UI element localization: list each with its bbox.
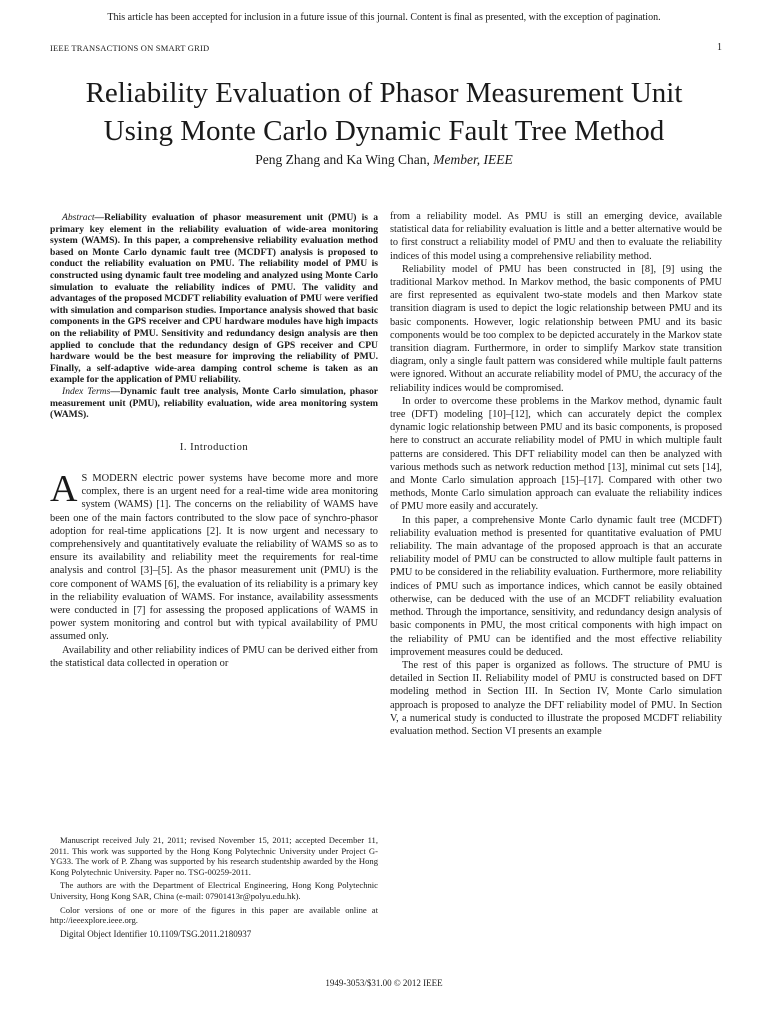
index-terms: [50, 386, 378, 421]
running-head: IEEE TRANSACTIONS ON SMART GRID: [50, 43, 210, 53]
abstract-label: Abstract: [62, 212, 95, 223]
right-paragraph-5: The rest of this paper is organized as follows. The structure of PMU is detailed in Section II. Reliability model of PMU is constructed based on DFT modeling method in Section III. In Section IV, Monte Carlo simulation approach is proposed to analyze the DFT reliability model of PMU. In Section V, a numerical study is conducted to illustrate the proposed MCDFT reliability evaluation method. Section VI presents an example: [390, 659, 722, 737]
footnote-authors: The authors are with the Department of Electrical Engineering, Hong Kong Polytechnic University, Hong Kong SAR, China (e-mail: 07901413r@polyu.edu.hk).: [50, 880, 378, 901]
section-heading-introduction: I. Introduction: [179, 441, 249, 453]
author-names: Peng Zhang and Ka Wing Chan,: [255, 152, 430, 167]
title-line-1: Reliability Evaluation of Phasor Measurement Unit: [85, 77, 683, 109]
paper-title: [0, 74, 768, 150]
left-column: [50, 212, 378, 670]
copyright-line: 1949-3053/$31.00 © 2012 IEEE: [325, 978, 443, 988]
right-paragraph-4: In this paper, a comprehensive Monte Carlo dynamic fault tree (MCDFT) reliability evaluation method is presented for quantitative evaluation of PMU reliability. The main advantage of the proposed approach is that an accurate reliability model of PMU can be constructed to allow multiple fault patterns in PMU to be considered in the reliability evaluation. Furthermore, more reliability indices of PMU such as importance indices, which cannot be easily obtained otherwise, can be deduced with the use of an MCDFT reliability evaluation method. Through the importance, sensitivity, and redundancy design analysis of basic components in PMU, the most critical components with high impact on the reliability of PMU can be identified and the most effective reliability improvement measures could be deduced.: [390, 514, 722, 658]
index-terms-label: Index Terms: [62, 385, 111, 397]
doi-line: Digital Object Identifier 10.1109/TSG.2011.2180937: [60, 928, 252, 939]
acceptance-notice: This article has been accepted for inclusion in a future issue of this journal. Content is final as presented, with the exception of pagination.: [107, 12, 661, 23]
intro-paragraph-1-text: S MODERN electric power systems have become more and more complex, there is an urgent need for a real-time wide area monitoring system (WAMS) [1]. The concerns on the reliability of WAMS have been one of the main factors contributed to the slow pace of synchro-phasor adoption for real-time applications [2]. It is now urgent and necessary to comprehensively and quantitatively evaluate the reliability of WAMS so as to ensure its availability and reliability meet the requirements for real-time analysis and control [3]–[5]. As the phasor measurement unit (PMU) is the core component of WAMS [6], the evaluation of its reliability is a primary key in the reliability evaluation of WAMS. For instance, availability assessments were conducted in [7] for assessing the proposed applications of WAMS in power system monitoring and control but with typical availability of PMU assumed only.: [50, 472, 378, 643]
right-column: [390, 210, 722, 738]
abstract-text: —Reliability evaluation of phasor measurement unit (PMU) is a primary key element in the reliability evaluation of wide-area monitoring system (WAMS). In this paper, a comprehensive reliability evaluation method based on Monte Carlo dynamic fault tree (MCDFT) analysis is proposed to conduct the reliability evaluation on PMU. The reliability model of PMU is constructed using dynamic fault tree modeling and analyzed using Monte Carlo simulation to evaluate the reliability indices of PMU. The validity and advantages of the proposed MCDFT reliability evaluation of PMU were verified with simulation and comparison studies. Importance analysis showed that basic components in the GPS receiver and CPU hardware modules have high impacts on the reliability of PMU. Sensitivity and redundancy design analysis are then applied to conclude that the redundancy design of GPS receiver and CPU hardware would be the best measure for improving the reliability of PMU. Finally, a self-adaptive wide-area damping control scheme is taken as an example for the application of PMU reliability.: [50, 212, 378, 386]
right-paragraph-3: In order to overcome these problems in the Markov method, dynamic fault tree (DFT) modeling [10]–[12], which can accurately depict the complex dynamic logic relationship between PMU and its basic components, is proposed here to construct an accurate reliability model of PMU in which multiple fault patterns are considered. This DFT reliability model can then be analyzed with various methods such as network reduction method [13], minimal cut sets [14], and Monte Carlo simulation approach [15]–[17]. Compared with other two methods, Monte Carlo simulation approach can evaluate the reliability indices of PMU more easily and accurately.: [390, 395, 722, 513]
right-paragraph-2: Reliability model of PMU has been constructed in [8], [9] using the traditional Markov method. In Markov method, the basic components of PMU are first represented as equivalent two-state models and then Markov state transition diagram is used to depict the logic relationship between PMU and its basic components. However, logic relationship between PMU and its basic components would be too complex to be depicted accurately in the Markov state transition diagram. Furthermore, in order to simplify Markov state transition diagram, only a single fault pattern was considered while multiple fault patterns were ignored. Without an accurate reliability model of PMU, the accuracy of the reliability indices would be compromised.: [390, 263, 722, 394]
intro-paragraph-2: Availability and other reliability indices of PMU can be derived either from the statistical data collected in operation or: [50, 644, 378, 669]
author-line: [0, 152, 768, 168]
footnote-color: Color versions of one or more of the figures in this paper are available online at http://ieeexplore.ieee.org.: [50, 904, 378, 926]
abstract: [50, 212, 378, 386]
footnote-manuscript: Manuscript received July 21, 2011; revised November 15, 2011; accepted December 11, 2011. This work was supported by the Hong Kong Polytechnic University under Project G-YG33. The work of P. Zhang was supported by his research studentship awarded by the Hong Kong Polytechnic University. Paper no. TSG-00259-2011.: [50, 835, 378, 877]
intro-paragraph-1: [50, 467, 378, 644]
title-line-2: Using Monte Carlo Dynamic Fault Tree Method: [103, 115, 665, 147]
page-number: 1: [717, 42, 722, 53]
right-paragraph-1: from a reliability model. As PMU is still an emerging device, available statistical data for reliability evaluation is little and a better alternative would be to first construct a reliability model of PMU and then to evaluate the reliability indices of this model using a comprehensive reliability method.: [390, 211, 722, 262]
author-membership: Member, IEEE: [433, 152, 513, 167]
drop-cap: A: [50, 467, 78, 510]
footnotes: [50, 835, 378, 942]
index-terms-text: —Dynamic fault tree analysis, Monte Carlo simulation, phasor measurement unit (PMU), reliability evaluation, wide area monitoring system (WAMS).: [50, 385, 379, 421]
